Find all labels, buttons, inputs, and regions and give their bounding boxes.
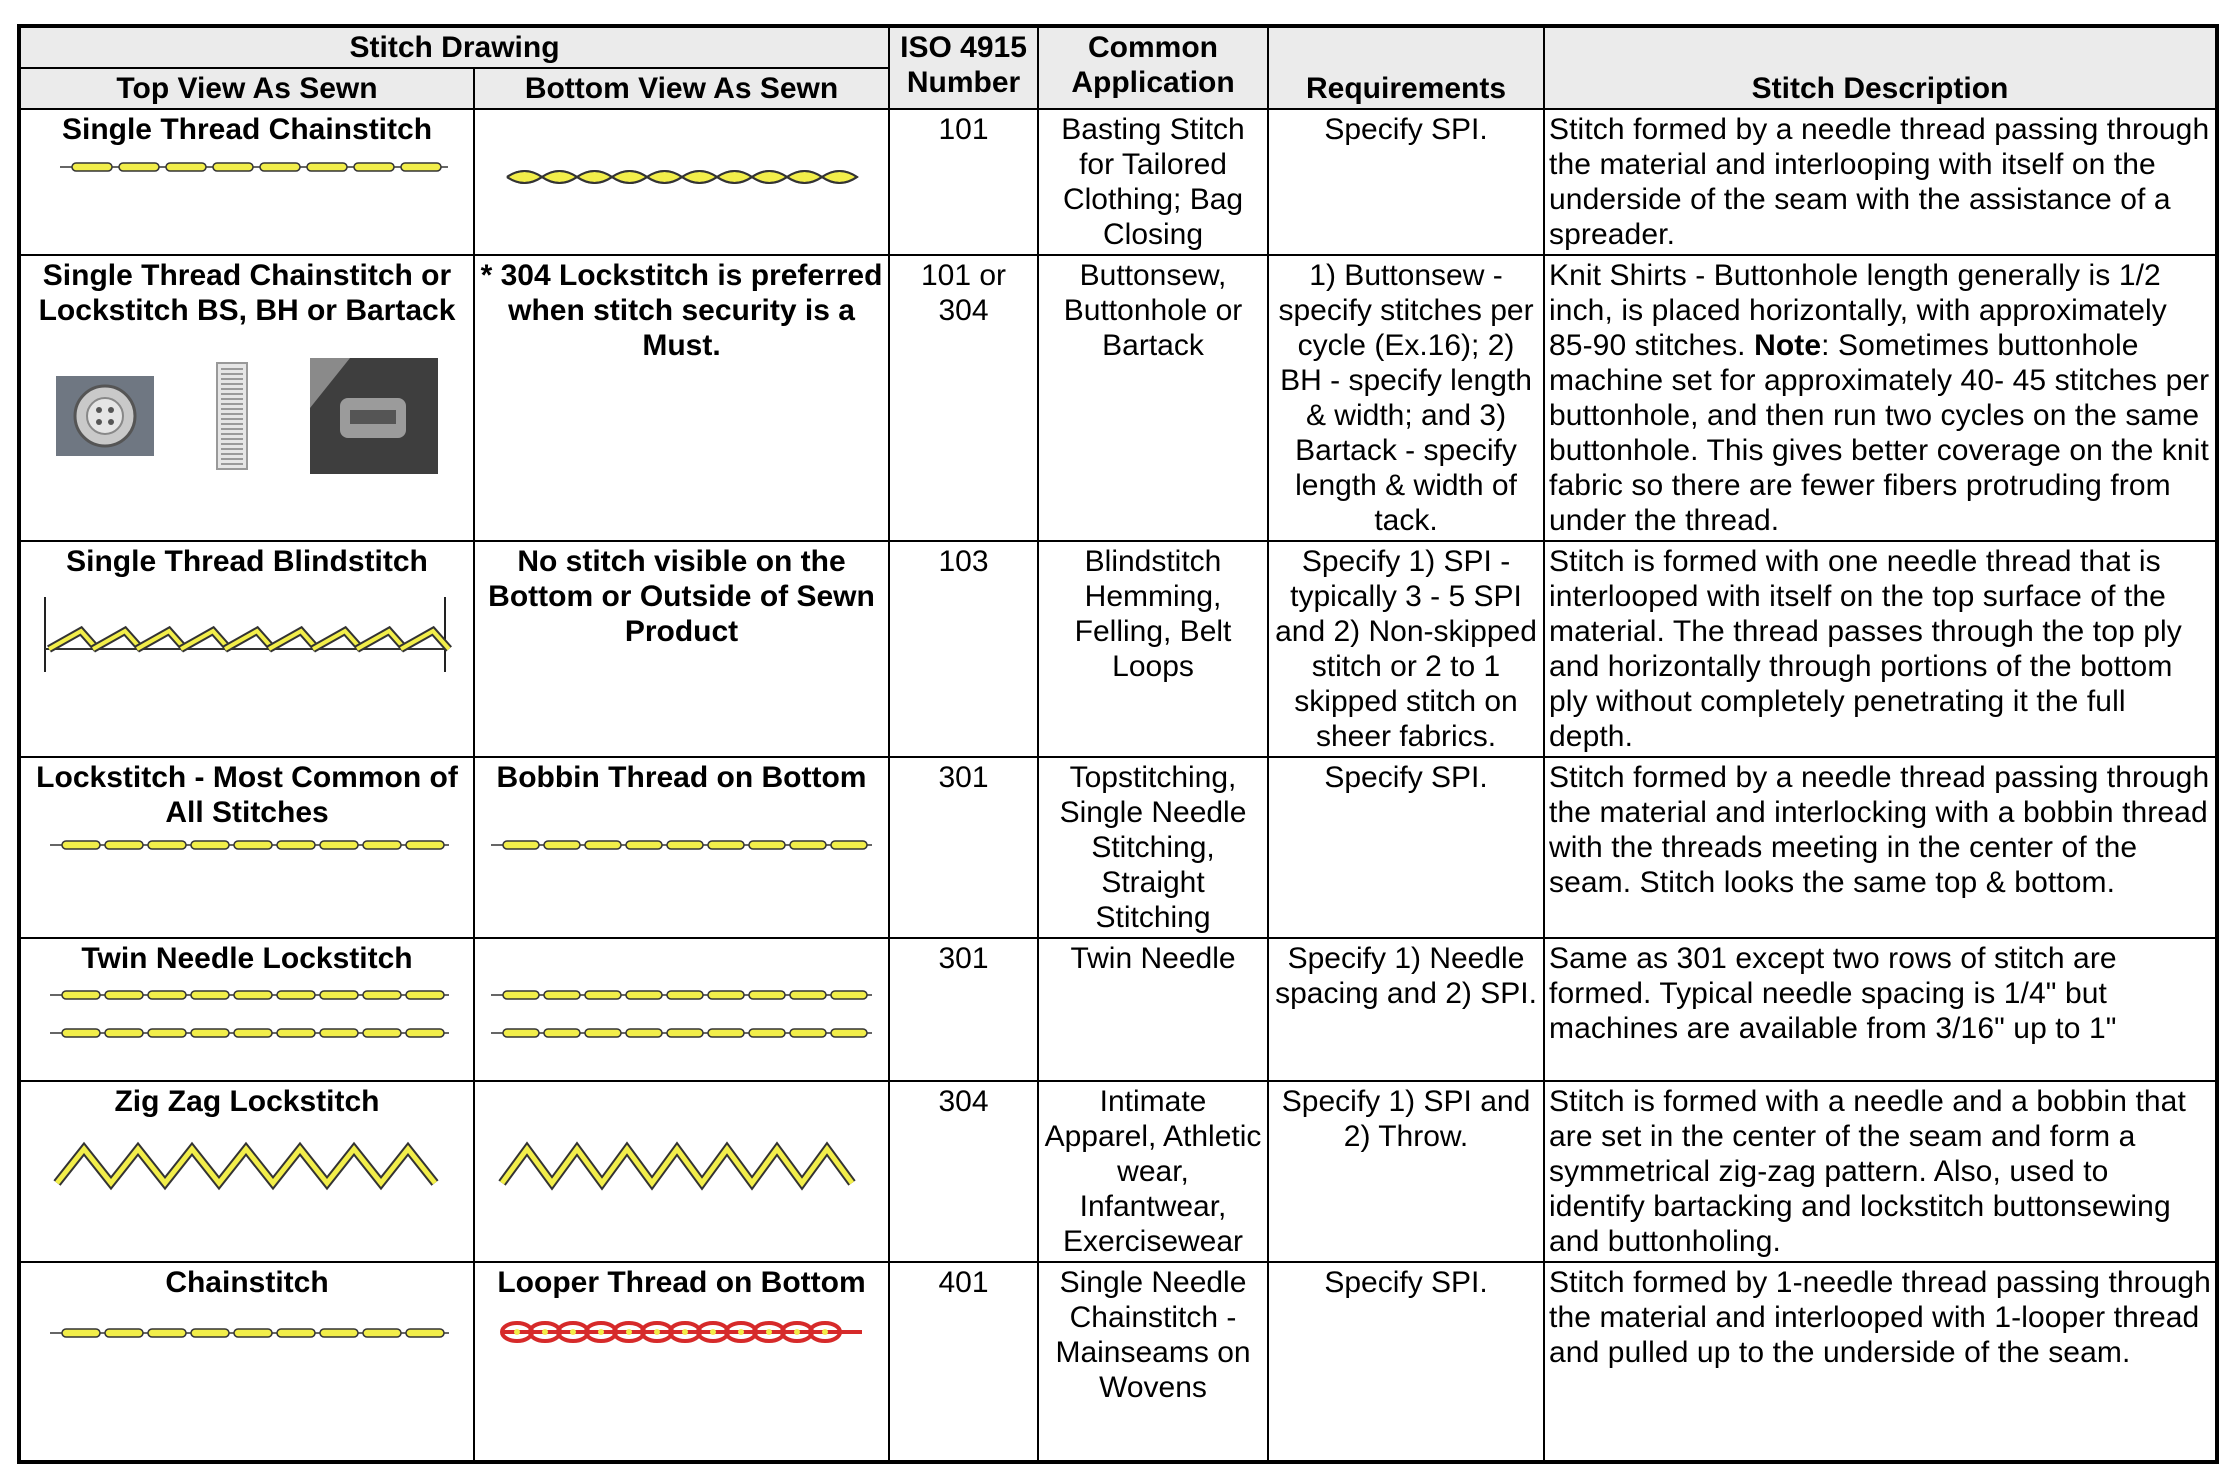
- stitch-mark: [234, 1029, 272, 1037]
- stitch-mark: [682, 171, 717, 183]
- stitch-mark: [320, 1329, 358, 1337]
- buttonsew-thumbnails: [25, 358, 469, 474]
- header-iso: [889, 26, 1038, 109]
- stitch-mark: [148, 1329, 186, 1337]
- application-cell: Intimate Apparel, Athletic wear, Infantwear, Exercisewear: [1038, 1081, 1268, 1262]
- header-bottom-view: Bottom View As Sewn: [474, 68, 889, 109]
- description-cell: Stitch formed by a needle thread passing through the material and interlocking with a bobbin thread with the threads meeting in the center of the seam. Stitch looks the same top & bottom.: [1544, 757, 2217, 938]
- stitch-mark: [542, 171, 577, 183]
- table-row: [19, 757, 2217, 938]
- stitch-table: [17, 24, 2219, 1464]
- top-view-cell: [19, 541, 474, 757]
- chainstitch-top-drawing: [42, 147, 452, 187]
- requirements-cell: Specify 1) SPI and 2) Throw.: [1268, 1081, 1544, 1262]
- stitch-mark: [738, 1329, 744, 1335]
- bottom-view-cell: [474, 1081, 889, 1262]
- bottom-view-label: * 304 Lockstitch is preferred when stitch security is a Must.: [474, 255, 889, 541]
- bottom-view-cell: [474, 109, 889, 255]
- header-application: [1038, 26, 1268, 109]
- application-cell: Single Needle Chainstitch - Mainseams on Wovens: [1038, 1262, 1268, 1462]
- stitch-mark: [585, 991, 621, 999]
- stitch-mark: [363, 841, 401, 849]
- table-row: [19, 255, 2217, 541]
- stitch-mark: [790, 841, 826, 849]
- stitch-mark: [667, 991, 703, 999]
- stitch-mark: [401, 163, 441, 171]
- stitch-mark: [749, 841, 785, 849]
- stitch-mark: [406, 1329, 444, 1337]
- stitch-mark: [191, 1329, 229, 1337]
- iso-cell: 101 or 304: [889, 255, 1038, 541]
- stitch-mark: [708, 841, 744, 849]
- table-row: [19, 109, 2217, 255]
- stitch-mark: [507, 171, 542, 183]
- stitch-mark: [790, 991, 826, 999]
- bottom-view-cell: [474, 938, 889, 1081]
- header-top-view: Top View As Sewn: [19, 68, 474, 109]
- top-view-cell: [19, 1081, 474, 1262]
- stitch-mark: [626, 1029, 662, 1037]
- stitch-mark: [320, 841, 358, 849]
- stitch-line: [60, 163, 448, 171]
- stitch-mark: [503, 991, 539, 999]
- stitch-mark: [598, 1329, 604, 1335]
- stitch-mark: [787, 171, 822, 183]
- top-view-cell: [19, 1262, 474, 1462]
- bottom-view-label: Bobbin Thread on Bottom: [496, 761, 867, 794]
- stitch-mark: [277, 841, 315, 849]
- stitch-mark: [260, 163, 300, 171]
- description-cell: [1544, 255, 2217, 541]
- stitch-mark: [234, 991, 272, 999]
- stitch-mark: [822, 1329, 828, 1335]
- application-cell: Topstitching, Single Needle Stitching, Straight Stitching: [1038, 757, 1268, 938]
- requirements-cell: Specify SPI.: [1268, 1262, 1544, 1462]
- description-cell: Stitch is formed with a needle and a bobbin that are set in the center of the seam and form a symmetrical zig-zag pattern. Also, used to identify bartacking and lockstitch buttonsewing and buttonholing.: [1544, 1081, 2217, 1262]
- stitch-mark: [647, 171, 682, 183]
- stitch-mark: [363, 1029, 401, 1037]
- stitch-mark: [626, 991, 662, 999]
- iso-cell: 301: [889, 938, 1038, 1081]
- header-description: Stitch Description: [1544, 26, 2217, 109]
- stitch-mark: [585, 841, 621, 849]
- stitch-mark: [577, 171, 612, 183]
- iso-cell: 103: [889, 541, 1038, 757]
- zigzag-bottom-drawing: [487, 1133, 877, 1193]
- stitch-mark: [406, 841, 444, 849]
- top-view-cell: [19, 109, 474, 255]
- stitch-mark: [626, 1329, 632, 1335]
- description-cell: Stitch formed by a needle thread passing through the material and interlooping with itself on the underside of the seam with the assistance of a spreader.: [1544, 109, 2217, 255]
- table-row: [19, 1081, 2217, 1262]
- table-row: [19, 541, 2217, 757]
- stitch-mark: [585, 1029, 621, 1037]
- bottom-view-label: Looper Thread on Bottom: [497, 1266, 866, 1299]
- stitch-mark: [749, 991, 785, 999]
- requirements-cell: Specify 1) Needle spacing and 2) SPI.: [1268, 938, 1544, 1081]
- requirements-cell: Specify SPI.: [1268, 757, 1544, 938]
- bottom-view-label: No stitch visible on the Bottom or Outside of Sewn Product: [474, 541, 889, 757]
- stitch-mark: [363, 1329, 401, 1337]
- header-iso-line2: Number: [906, 66, 1021, 99]
- stitch-mark: [406, 991, 444, 999]
- stitch-mark: [191, 1029, 229, 1037]
- twin-needle-top-drawing: [42, 980, 452, 1050]
- top-view-cell: [19, 757, 474, 938]
- stitch-mark: [105, 1329, 143, 1337]
- stitch-mark: [307, 163, 347, 171]
- stitch-mark: [752, 171, 787, 183]
- stitch-mark: [354, 163, 394, 171]
- header-iso-line1: ISO 4915: [900, 31, 1027, 64]
- header-requirements: Requirements: [1268, 26, 1544, 109]
- buttonhole-stitch-icon: [215, 361, 249, 471]
- bottom-view-cell: [474, 757, 889, 938]
- stitch-mark: [191, 841, 229, 849]
- stitch-mark: [72, 163, 112, 171]
- stitch-mark: [320, 1029, 358, 1037]
- description-note: Note: [1754, 329, 1822, 362]
- description-text-b: : Sometimes buttonhole machine set for approximately 40- 45 stitches per buttonhole, and then run two cycles on the same buttonhole. This gives better coverage on the knit fabric so there are fewer fibers protruding from under the thread.: [1549, 329, 2210, 537]
- stitch-mark: [234, 1329, 272, 1337]
- iso-cell: 304: [889, 1081, 1038, 1262]
- iso-cell: 101: [889, 109, 1038, 255]
- top-view-cell: [19, 938, 474, 1081]
- stitch-mark: [766, 1329, 772, 1335]
- requirements-cell: 1) Buttonsew - specify stitches per cycle (Ex.16); 2) BH - specify length & width; and 3) Bartack - specify length & width of tack.: [1268, 255, 1544, 541]
- stitch-mark: [831, 841, 867, 849]
- iso-cell: 301: [889, 757, 1038, 938]
- stitch-mark: [667, 841, 703, 849]
- stitch-mark: [542, 1329, 548, 1335]
- stitch-mark: [667, 1029, 703, 1037]
- stitch-mark: [717, 171, 752, 183]
- lockstitch-top-drawing: [42, 830, 452, 860]
- stitch-mark: [570, 1329, 576, 1335]
- stitch-mark: [794, 1329, 800, 1335]
- top-view-cell: [19, 255, 474, 541]
- stitch-mark: [62, 991, 100, 999]
- chainstitch-401-top-drawing: [42, 1318, 452, 1348]
- bartack-photo-icon: [310, 358, 438, 474]
- stitch-mark: [544, 841, 580, 849]
- header-application-line1: Common: [1088, 31, 1219, 64]
- stitch-mark: [105, 841, 143, 849]
- top-view-label: Twin Needle Lockstitch: [81, 942, 413, 975]
- stitch-mark: [320, 991, 358, 999]
- stitch-mark: [654, 1329, 660, 1335]
- stitch-mark: [234, 841, 272, 849]
- stitch-mark: [277, 1029, 315, 1037]
- stitch-mark: [191, 991, 229, 999]
- stitch-mark: [544, 1029, 580, 1037]
- stitch-mark: [148, 1029, 186, 1037]
- top-view-label: Zig Zag Lockstitch: [114, 1085, 380, 1118]
- requirements-cell: Specify 1) SPI - typically 3 - 5 SPI and 2) Non-skipped stitch or 2 to 1 skipped stitch on sheer fabrics.: [1268, 541, 1544, 757]
- bottom-view-cell: [474, 1262, 889, 1462]
- iso-cell: 401: [889, 1262, 1038, 1462]
- chainstitch-bottom-drawing: [497, 157, 867, 197]
- lockstitch-bottom-drawing: [487, 830, 877, 860]
- stitch-mark: [166, 163, 206, 171]
- stitch-mark: [406, 1029, 444, 1037]
- application-cell: Blindstitch Hemming, Felling, Belt Loops: [1038, 541, 1268, 757]
- requirements-cell: Specify SPI.: [1268, 109, 1544, 255]
- stitch-mark: [749, 1029, 785, 1037]
- stitch-mark: [62, 1029, 100, 1037]
- stitch-mark: [514, 1329, 520, 1335]
- stitch-mark: [831, 991, 867, 999]
- stitch-mark: [626, 841, 662, 849]
- stitch-mark: [790, 1029, 826, 1037]
- stitch-mark: [503, 841, 539, 849]
- button-photo-icon: [56, 376, 154, 456]
- stitch-mark: [119, 163, 159, 171]
- stitch-mark: [62, 841, 100, 849]
- top-view-label: Chainstitch: [165, 1266, 329, 1299]
- table-row: [19, 1262, 2217, 1462]
- top-view-label: Lockstitch - Most Common of All Stitches: [36, 761, 458, 829]
- stitch-mark: [612, 171, 647, 183]
- stitch-mark: [831, 1029, 867, 1037]
- blindstitch-top-drawing: [37, 587, 457, 677]
- stitch-mark: [544, 991, 580, 999]
- stitch-mark: [682, 1329, 688, 1335]
- zigzag-top-drawing: [42, 1133, 452, 1193]
- stitch-mark: [708, 991, 744, 999]
- header-stitch-drawing: Stitch Drawing: [19, 26, 889, 68]
- header-application-line2: Application: [1071, 66, 1235, 99]
- stitch-mark: [62, 1329, 100, 1337]
- stitch-mark: [708, 1029, 744, 1037]
- description-cell: Same as 301 except two rows of stitch are formed. Typical needle spacing is 1/4" but machines are available from 3/16" up to 1": [1544, 938, 2217, 1081]
- stitch-mark: [213, 163, 253, 171]
- stitch-mark: [105, 1029, 143, 1037]
- table-row: [19, 938, 2217, 1081]
- top-view-label: Single Thread Blindstitch: [66, 545, 428, 578]
- top-view-label: Single Thread Chainstitch or Lockstitch BS, BH or Bartack: [38, 259, 456, 327]
- stitch-mark: [277, 991, 315, 999]
- stitch-mark: [105, 991, 143, 999]
- description-text-a: Knit Shirts - Buttonhole length generally is 1/2 inch, is placed horizontally, with approximately 85-90 stitches.: [1549, 259, 2167, 362]
- stitch-mark: [148, 991, 186, 999]
- stitch-mark: [277, 1329, 315, 1337]
- looper-thread-bottom-drawing: [497, 1312, 867, 1352]
- application-cell: Twin Needle: [1038, 938, 1268, 1081]
- stitch-mark: [822, 171, 857, 183]
- stitch-mark: [710, 1329, 716, 1335]
- stitch-mark: [363, 991, 401, 999]
- application-cell: Buttonsew, Buttonhole or Bartack: [1038, 255, 1268, 541]
- top-view-label: Single Thread Chainstitch: [61, 113, 433, 146]
- stitch-mark: [148, 841, 186, 849]
- stitch-mark: [503, 1029, 539, 1037]
- twin-needle-bottom-drawing: [487, 980, 877, 1050]
- description-cell: Stitch formed by 1-needle thread passing through the material and interlooped with 1-looper thread and pulled up to the underside of the seam.: [1544, 1262, 2217, 1462]
- application-cell: Basting Stitch for Tailored Clothing; Bag Closing: [1038, 109, 1268, 255]
- description-cell: Stitch is formed with one needle thread that is interlooped with itself on the top surface of the material. The thread passes through the top ply and horizontally through portions of the bottom ply without completely penetrating it the full depth.: [1544, 541, 2217, 757]
